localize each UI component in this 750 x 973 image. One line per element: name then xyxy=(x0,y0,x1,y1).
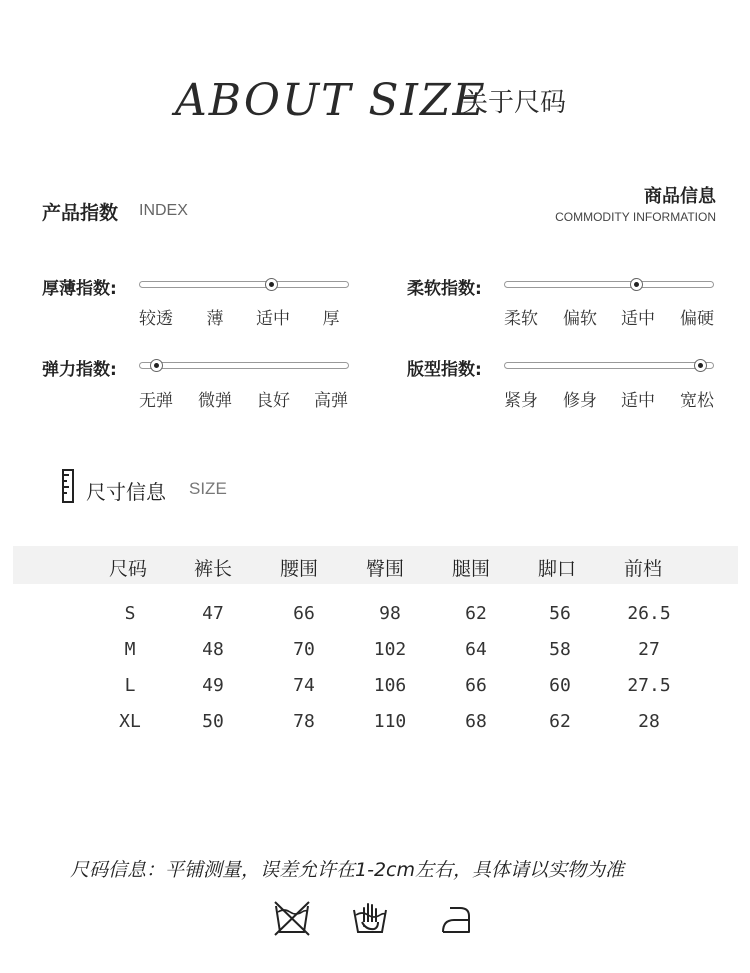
iron-icon xyxy=(438,898,474,938)
thickness-index-track xyxy=(139,281,349,288)
table-cell: 102 xyxy=(373,639,407,660)
table-cell: 28 xyxy=(638,711,660,732)
fit-option: 修身 xyxy=(563,391,597,411)
table-header-waist: 腰围 xyxy=(279,558,318,580)
elasticity-option: 微弹 xyxy=(198,391,232,411)
fit-option: 紧身 xyxy=(504,391,538,411)
thickness-index-knob xyxy=(265,278,278,291)
table-cell: 70 xyxy=(293,639,315,660)
table-header-length: 裤长 xyxy=(193,558,232,580)
thickness-option: 薄 xyxy=(206,309,224,329)
index-title: 产品指数 xyxy=(42,202,119,224)
table-cell: XL xyxy=(119,711,141,732)
ruler-icon xyxy=(62,469,74,503)
fit-index-track xyxy=(504,362,714,369)
table-cell: 27 xyxy=(638,639,660,660)
table-cell: 56 xyxy=(549,603,571,624)
table-cell: 98 xyxy=(379,603,401,624)
size-section-subtitle: SIZE xyxy=(189,479,227,498)
table-cell: 106 xyxy=(373,675,407,696)
index-subtitle: INDEX xyxy=(139,202,188,219)
table-cell: 74 xyxy=(293,675,315,696)
softness-index-knob xyxy=(630,278,643,291)
table-header-rise: 前档 xyxy=(623,558,662,580)
fit-option: 宽松 xyxy=(680,391,714,411)
commodity-title: 商品信息 xyxy=(644,186,716,207)
table-cell: 60 xyxy=(549,675,571,696)
page-title-en: ABOUT SIZE xyxy=(175,75,487,126)
table-cell: 66 xyxy=(465,675,487,696)
table-cell: 68 xyxy=(465,711,487,732)
softness-option: 适中 xyxy=(621,309,655,329)
measurement-note: 尺码信息：平铺测量，误差允许在1-2cm左右，具体请以实物为准 xyxy=(70,859,624,881)
table-cell: 58 xyxy=(549,639,571,660)
table-cell: 27.5 xyxy=(627,675,671,696)
table-header-hem: 脚口 xyxy=(537,558,576,580)
thickness-option: 较透 xyxy=(139,309,173,329)
elasticity-index-knob xyxy=(150,359,163,372)
fit-option: 适中 xyxy=(621,391,655,411)
table-header-size: 尺码 xyxy=(108,558,147,580)
fit-index-knob xyxy=(694,359,707,372)
table-cell: 62 xyxy=(549,711,571,732)
elasticity-option: 良好 xyxy=(256,391,290,411)
softness-index-label: 柔软指数: xyxy=(407,279,482,299)
elasticity-option: 无弹 xyxy=(139,391,173,411)
softness-option: 偏硬 xyxy=(680,309,714,329)
table-cell: 78 xyxy=(293,711,315,732)
thickness-option: 适中 xyxy=(256,309,290,329)
thickness-option: 厚 xyxy=(322,309,340,329)
table-header-hip: 臀围 xyxy=(365,558,404,580)
fit-index-label: 版型指数: xyxy=(407,360,482,380)
table-cell: 62 xyxy=(465,603,487,624)
table-cell: 49 xyxy=(202,675,224,696)
commodity-subtitle: COMMODITY INFORMATION xyxy=(555,210,716,224)
table-cell: 66 xyxy=(293,603,315,624)
table-cell: 110 xyxy=(373,711,407,732)
table-cell: S xyxy=(124,603,136,624)
softness-option: 偏软 xyxy=(563,309,597,329)
table-cell: 26.5 xyxy=(627,603,671,624)
table-cell: M xyxy=(124,639,136,660)
softness-option: 柔软 xyxy=(504,309,538,329)
table-header-thigh: 腿围 xyxy=(451,558,490,580)
table-cell: 50 xyxy=(202,711,224,732)
thickness-index-label: 厚薄指数: xyxy=(42,279,117,299)
table-cell: 48 xyxy=(202,639,224,660)
table-cell: 64 xyxy=(465,639,487,660)
elasticity-index-label: 弹力指数: xyxy=(42,360,117,380)
softness-index-track xyxy=(504,281,714,288)
table-cell: 47 xyxy=(202,603,224,624)
elasticity-option: 高弹 xyxy=(314,391,348,411)
no-wash-icon xyxy=(272,898,312,938)
page-title-cn: 关于尺码 xyxy=(462,88,567,118)
size-section-title: 尺寸信息 xyxy=(86,480,166,504)
table-cell: L xyxy=(124,675,136,696)
elasticity-index-track xyxy=(139,362,349,369)
hand-wash-icon xyxy=(350,898,390,938)
